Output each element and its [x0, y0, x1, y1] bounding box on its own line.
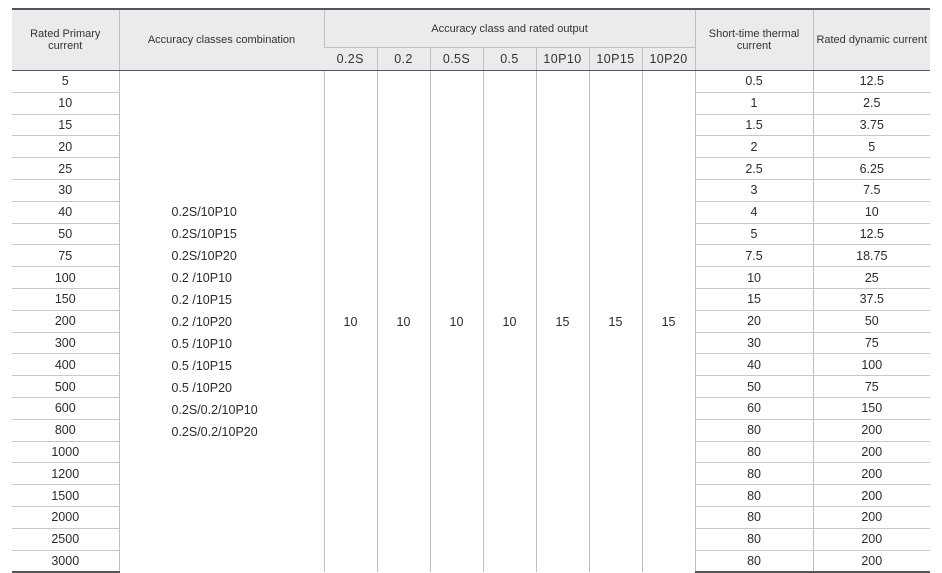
header-class-02s: 0.2S: [324, 48, 377, 71]
dynamic-current-cell: 12.5: [813, 223, 930, 245]
header-class-05: 0.5: [483, 48, 536, 71]
rated-output-10p20: 15: [642, 71, 695, 573]
header-dynamic-current: Rated dynamic current: [813, 9, 930, 71]
header-class-02: 0.2: [377, 48, 430, 71]
rated-primary-cell: 3000: [12, 550, 119, 572]
rated-primary-cell: 20: [12, 136, 119, 158]
thermal-current-cell: 80: [695, 485, 813, 507]
header-class-10p10: 10P10: [536, 48, 589, 71]
rated-primary-cell: 300: [12, 332, 119, 354]
dynamic-current-cell: 5: [813, 136, 930, 158]
combination-item: 0.5 /10P20: [171, 380, 232, 395]
combination-item: 0.5 /10P10: [171, 336, 232, 351]
dynamic-current-cell: 12.5: [813, 71, 930, 93]
dynamic-current-cell: 3.75: [813, 114, 930, 136]
thermal-current-cell: 1.5: [695, 114, 813, 136]
header-accuracy-combination: Accuracy classes combination: [119, 9, 324, 71]
thermal-current-cell: 7.5: [695, 245, 813, 267]
rated-primary-cell: 5: [12, 71, 119, 93]
thermal-current-cell: 0.5: [695, 71, 813, 93]
accuracy-combination-cell: [119, 71, 324, 573]
thermal-current-cell: 2: [695, 136, 813, 158]
rated-primary-cell: 600: [12, 397, 119, 419]
rated-primary-cell: 15: [12, 114, 119, 136]
table-header: [12, 9, 930, 71]
thermal-current-cell: 60: [695, 397, 813, 419]
thermal-current-cell: 3: [695, 179, 813, 201]
thermal-current-cell: 50: [695, 376, 813, 398]
rated-primary-cell: 30: [12, 179, 119, 201]
rated-primary-cell: 40: [12, 201, 119, 223]
thermal-current-cell: 4: [695, 201, 813, 223]
thermal-current-cell: 30: [695, 332, 813, 354]
dynamic-current-cell: 200: [813, 419, 930, 441]
dynamic-current-cell: 200: [813, 485, 930, 507]
dynamic-current-cell: 7.5: [813, 179, 930, 201]
rated-primary-cell: 1500: [12, 485, 119, 507]
thermal-current-cell: 1: [695, 92, 813, 114]
rated-primary-cell: 2000: [12, 506, 119, 528]
rated-output-10p15: 15: [589, 71, 642, 573]
thermal-current-cell: 20: [695, 310, 813, 332]
thermal-current-cell: 2.5: [695, 158, 813, 180]
thermal-current-cell: 80: [695, 506, 813, 528]
rated-primary-cell: 200: [12, 310, 119, 332]
header-class-05s: 0.5S: [430, 48, 483, 71]
dynamic-current-cell: 37.5: [813, 288, 930, 310]
combination-list: [172, 201, 324, 443]
dynamic-current-cell: 200: [813, 463, 930, 485]
combination-item: 0.2 /10P10: [171, 270, 232, 285]
combination-item: 0.2S/10P15: [171, 226, 237, 241]
combination-item: 0.2 /10P20: [171, 314, 232, 329]
dynamic-current-cell: 2.5: [813, 92, 930, 114]
thermal-current-cell: 80: [695, 463, 813, 485]
rated-primary-cell: 10: [12, 92, 119, 114]
dynamic-current-cell: 50: [813, 310, 930, 332]
header-class-10p15: 10P15: [589, 48, 642, 71]
thermal-current-cell: 15: [695, 288, 813, 310]
dynamic-current-cell: 25: [813, 267, 930, 289]
dynamic-current-cell: 10: [813, 201, 930, 223]
rated-primary-cell: 1200: [12, 463, 119, 485]
thermal-current-cell: 80: [695, 528, 813, 550]
rated-primary-cell: 75: [12, 245, 119, 267]
combination-item: 0.2S/10P10: [171, 204, 237, 219]
header-accuracy-group: Accuracy class and rated output: [324, 9, 695, 48]
header-thermal-current: Short-time thermal current: [695, 9, 813, 71]
combination-item: 0.2 /10P15: [171, 292, 232, 307]
rated-primary-cell: 50: [12, 223, 119, 245]
rated-primary-cell: 800: [12, 419, 119, 441]
rated-output-05s: 10: [430, 71, 483, 573]
dynamic-current-cell: 200: [813, 441, 930, 463]
dynamic-current-cell: 200: [813, 506, 930, 528]
thermal-current-cell: 80: [695, 419, 813, 441]
rated-primary-cell: 150: [12, 288, 119, 310]
dynamic-current-cell: 150: [813, 397, 930, 419]
combination-item: 0.5 /10P15: [171, 358, 232, 373]
rated-primary-cell: 100: [12, 267, 119, 289]
header-class-10p20: 10P20: [642, 48, 695, 71]
dynamic-current-cell: 75: [813, 376, 930, 398]
rated-output-02: 10: [377, 71, 430, 573]
table-body: [12, 71, 930, 573]
dynamic-current-cell: 200: [813, 550, 930, 572]
ct-spec-table: [12, 8, 930, 573]
thermal-current-cell: 5: [695, 223, 813, 245]
rated-primary-cell: 25: [12, 158, 119, 180]
rated-primary-cell: 2500: [12, 528, 119, 550]
dynamic-current-cell: 200: [813, 528, 930, 550]
rated-output-10p10: 15: [536, 71, 589, 573]
rated-primary-cell: 1000: [12, 441, 119, 463]
dynamic-current-cell: 100: [813, 354, 930, 376]
combination-item: 0.2S/0.2/10P20: [171, 424, 258, 439]
table-row: [12, 71, 930, 93]
combination-item: 0.2S/10P20: [171, 248, 237, 263]
dynamic-current-cell: 75: [813, 332, 930, 354]
thermal-current-cell: 80: [695, 550, 813, 572]
thermal-current-cell: 80: [695, 441, 813, 463]
rated-primary-cell: 400: [12, 354, 119, 376]
dynamic-current-cell: 6.25: [813, 158, 930, 180]
thermal-current-cell: 10: [695, 267, 813, 289]
rated-output-02s: 10: [324, 71, 377, 573]
dynamic-current-cell: 18.75: [813, 245, 930, 267]
rated-output-05: 10: [483, 71, 536, 573]
header-rated-primary: Rated Primary current: [12, 9, 119, 71]
combination-item: 0.2S/0.2/10P10: [171, 402, 258, 417]
thermal-current-cell: 40: [695, 354, 813, 376]
rated-primary-cell: 500: [12, 376, 119, 398]
